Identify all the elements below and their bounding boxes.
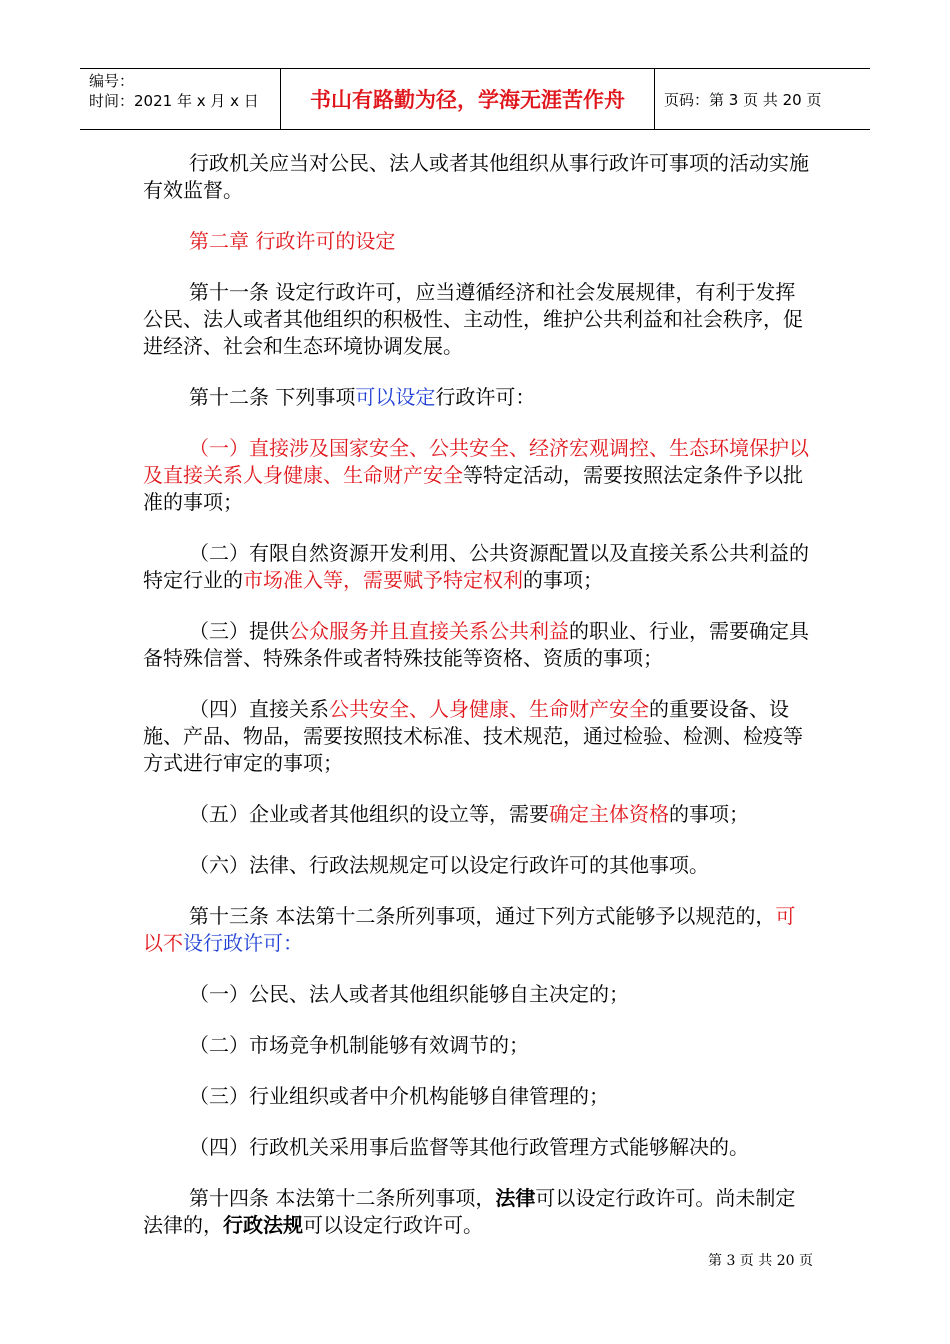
item-2-highlight: 市场准入等，需要赋予特定权利	[243, 568, 523, 592]
item-5-text: （五）企业或者其他组织的设立等，需要	[189, 802, 549, 826]
article-12-text: 第十二条 下列事项	[189, 385, 356, 409]
article-13-item-4: （四）行政机关采用事后监督等其他行政管理方式能够解决的。	[189, 1135, 749, 1159]
doc-time-label: 时间：2021 年 x 月 x 日	[89, 92, 259, 110]
item-2-text: （二）有限自然资源开发利用、公共资源配置以及直接关系公共利益的特定行业的	[143, 541, 809, 592]
article-13-item-1: （一）公民、法人或者其他组织能够自主决定的；	[189, 982, 629, 1006]
header-page-number: 页码：第 3 页 共 20 页	[664, 90, 822, 109]
item-3-text-end: 的职业、行业，需要确定具备特殊信誉、特殊条件或者特殊技能等资格、资质的事项；	[143, 619, 809, 670]
article-13-item-3: （三）行业组织或者中介机构能够自律管理的；	[189, 1084, 609, 1108]
page-header	[80, 68, 870, 130]
article-14-bold-regulation: 行政法规	[223, 1213, 303, 1237]
item-3-text: （三）提供	[189, 619, 289, 643]
item-2-text-end: 的事项；	[523, 568, 603, 592]
item-3-highlight: 公众服务并且直接关系公共利益	[289, 619, 569, 643]
article-13	[143, 903, 809, 957]
item-4-text: （四）直接关系	[189, 697, 329, 721]
article-13-highlight-blue: 设行政许可：	[183, 931, 303, 955]
article-12-item-5	[143, 801, 809, 828]
article-13-text: 第十三条 本法第十二条所列事项，通过下列方式能够予以规范的，	[189, 904, 776, 928]
article-13-highlight-red: 可以不	[143, 904, 796, 955]
header-motto: 书山有路勤为径，学海无涯苦作舟	[281, 69, 655, 129]
doc-number-label: 编号：	[89, 72, 135, 90]
article-14-text-end: 可以设定行政许可。	[303, 1213, 483, 1237]
article-12	[143, 384, 809, 411]
article-12-item-1	[143, 435, 809, 516]
article-14	[143, 1185, 809, 1239]
article-12-text-end: 行政许可：	[435, 385, 536, 409]
article-12-item-2	[143, 540, 809, 594]
chapter-heading: 第二章 行政许可的设定	[189, 229, 396, 253]
article-12-item-4	[143, 696, 809, 777]
article-11: 第十一条 设定行政许可，应当遵循经济和社会发展规律，有利于发挥公民、法人或者其他组织的积极性、主动性，维护公共利益和社会秩序，促进经济、社会和生态环境协调发展。	[143, 280, 803, 358]
document-body	[143, 150, 809, 1263]
paragraph-intro: 行政机关应当对公民、法人或者其他组织从事行政许可事项的活动实施有效监督。	[143, 151, 809, 202]
header-meta	[80, 69, 281, 129]
article-14-text-mid: 可以设定行政许可。尚未制定法律的，	[143, 1186, 796, 1237]
item-1-text: 等特定活动，需要按照法定条件予以批准的事项；	[143, 463, 803, 514]
item-5-highlight: 确定主体资格	[549, 802, 669, 826]
article-12-item-6: （六）法律、行政法规规定可以设定行政许可的其他事项。	[189, 853, 709, 877]
item-1-number: （一）	[189, 436, 249, 460]
item-4-highlight: 公共安全、人身健康、生命财产安全	[329, 697, 649, 721]
item-5-text-end: 的事项；	[669, 802, 749, 826]
item-4-text-end: 的重要设备、设施、产品、物品，需要按照技术标准、技术规范，通过检验、检测、检疫等方式进行审定的事项；	[143, 697, 803, 775]
article-14-text: 第十四条 本法第十二条所列事项，	[189, 1186, 496, 1210]
item-1-highlight: 直接涉及国家安全、公共安全、经济宏观调控、生态环境保护以及直接关系人身健康、生命财产安全	[143, 436, 809, 487]
article-13-item-2: （二）市场竞争机制能够有效调节的；	[189, 1033, 529, 1057]
article-12-item-3	[143, 618, 809, 672]
article-12-highlight: 可以设定	[355, 385, 436, 409]
page-footer: 第 3 页 共 20 页	[708, 1253, 813, 1269]
article-14-bold-law: 法律	[495, 1186, 536, 1210]
